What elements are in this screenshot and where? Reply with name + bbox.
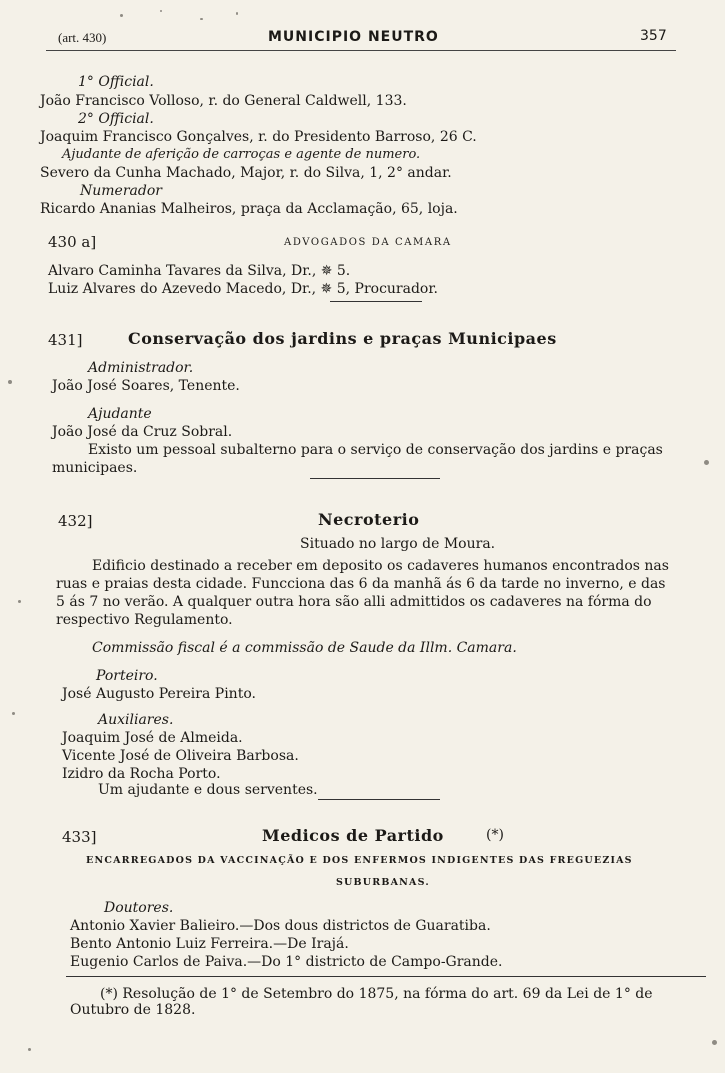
section-title-necroterio: Necroterio (318, 510, 420, 529)
doutor-3: Eugenio Carlos de Paiva.—Do 1° districto de Campo-Grande. (70, 954, 503, 970)
section-divider (318, 799, 440, 800)
advogado-2: Luiz Alvares do Azevedo Macedo, Dr., ✵ 5, Procurador. (48, 281, 438, 297)
person-administrador: João José Soares, Tenente. (52, 378, 240, 394)
role-official-2: 2° Official. (78, 111, 154, 127)
auxiliar-2: Vicente José de Oliveira Barbosa. (62, 748, 299, 764)
doutor-1: Antonio Xavier Balieiro.—Dos dous districtos de Guaratiba. (70, 918, 491, 934)
necroterio-commission: Commissão fiscal é a commissão de Saude da Illm. Camara. (92, 640, 517, 656)
scan-speck (704, 460, 709, 465)
conservacao-text-line-1: Existo um pessoal subalterno para o serviço de conservação dos jardins e praças (88, 442, 663, 458)
auxiliar-3: Izidro da Rocha Porto. (62, 766, 221, 782)
doutor-2: Bento Antonio Luiz Ferreira.—De Irajá. (70, 936, 349, 952)
person-ajudante: João José da Cruz Sobral. (52, 424, 233, 440)
section-divider (310, 478, 440, 479)
role-doutores: Doutores. (104, 900, 174, 916)
necroterio-subtitle: Situado no largo de Moura. (300, 536, 496, 552)
advogado-1: Alvaro Caminha Tavares da Silva, Dr., ✵ 5. (48, 263, 351, 279)
auxiliar-1: Joaquim José de Almeida. (62, 730, 243, 746)
role-porteiro: Porteiro. (96, 668, 158, 684)
role-ajudante: Ajudante (88, 406, 152, 422)
person-porteiro: José Augusto Pereira Pinto. (62, 686, 256, 702)
necroterio-paragraph-line-4: respectivo Regulamento. (56, 612, 233, 628)
role-auxiliares: Auxiliares. (98, 712, 174, 728)
role-numerador: Numerador (80, 183, 162, 199)
scan-speck (28, 1048, 31, 1051)
header-title: MUNICIPIO NEUTRO (268, 29, 439, 45)
section-number-430a: 430 a] (48, 233, 97, 251)
scan-speck (160, 10, 162, 12)
person-official-2: Joaquim Francisco Gonçalves, r. do Presidento Barroso, 26 C. (40, 129, 477, 145)
role-ajudante-afericao: Ajudante de aferição de carroças e agente de numero. (62, 147, 421, 162)
scan-speck (200, 18, 203, 20)
section-title-conservacao: Conservação dos jardins e praças Municipaes (128, 329, 557, 348)
section-number-432: 432] (58, 512, 93, 530)
auxiliar-4: Um ajudante e dous serventes. (98, 782, 318, 798)
necroterio-paragraph-line-2: ruas e praias desta cidade. Funcciona das 6 da manhã ás 6 da tarde no inverno, e das (56, 576, 666, 592)
header-page-number: 357 (640, 28, 667, 44)
medicos-subtitle-line-1: ENCARREGADOS DA VACCINAÇÃO E DOS ENFERMOS INDIGENTES DAS FREGUEZIAS (86, 855, 633, 866)
section-title-medicos: Medicos de Partido (262, 826, 444, 845)
person-ajudante-afericao: Severo da Cunha Machado, Major, r. do Silva, 1, 2° andar. (40, 165, 452, 181)
footnote-line-2: Outubro de 1828. (70, 1002, 196, 1018)
header-rule (46, 50, 676, 51)
header-article-ref: (art. 430) (58, 30, 107, 45)
role-administrador: Administrador. (88, 360, 194, 376)
scan-speck (712, 1040, 717, 1045)
section-divider (330, 301, 422, 302)
scan-speck (12, 712, 15, 715)
section-number-431: 431] (48, 331, 83, 349)
section-title-advogados: ADVOGADOS DA CAMARA (284, 237, 452, 248)
footnote-rule (66, 976, 706, 977)
scan-speck (18, 600, 21, 603)
medicos-subtitle-line-2: SUBURBANAS. (336, 877, 430, 888)
person-numerador: Ricardo Ananias Malheiros, praça da Acclamação, 65, loja. (40, 201, 458, 217)
footnote-line-1: (*) Resolução de 1° de Setembro do 1875, na fórma do art. 69 da Lei de 1° de (100, 986, 653, 1002)
necroterio-paragraph-line-1: Edificio destinado a receber em deposito os cadaveres humanos encontrados nas (92, 558, 669, 574)
person-official-1: João Francisco Volloso, r. do General Caldwell, 133. (40, 93, 407, 109)
footnote-marker: (*) (486, 827, 504, 843)
conservacao-text-line-2: municipaes. (52, 460, 138, 476)
scan-speck (120, 14, 123, 17)
role-official-1: 1° Official. (78, 74, 154, 90)
scan-speck (8, 380, 12, 384)
scan-speck (236, 12, 238, 15)
necroterio-paragraph-line-3: 5 ás 7 no verão. A qualquer outra hora são alli admittidos os cadaveres na fórma do (56, 594, 652, 610)
section-number-433: 433] (62, 828, 97, 846)
